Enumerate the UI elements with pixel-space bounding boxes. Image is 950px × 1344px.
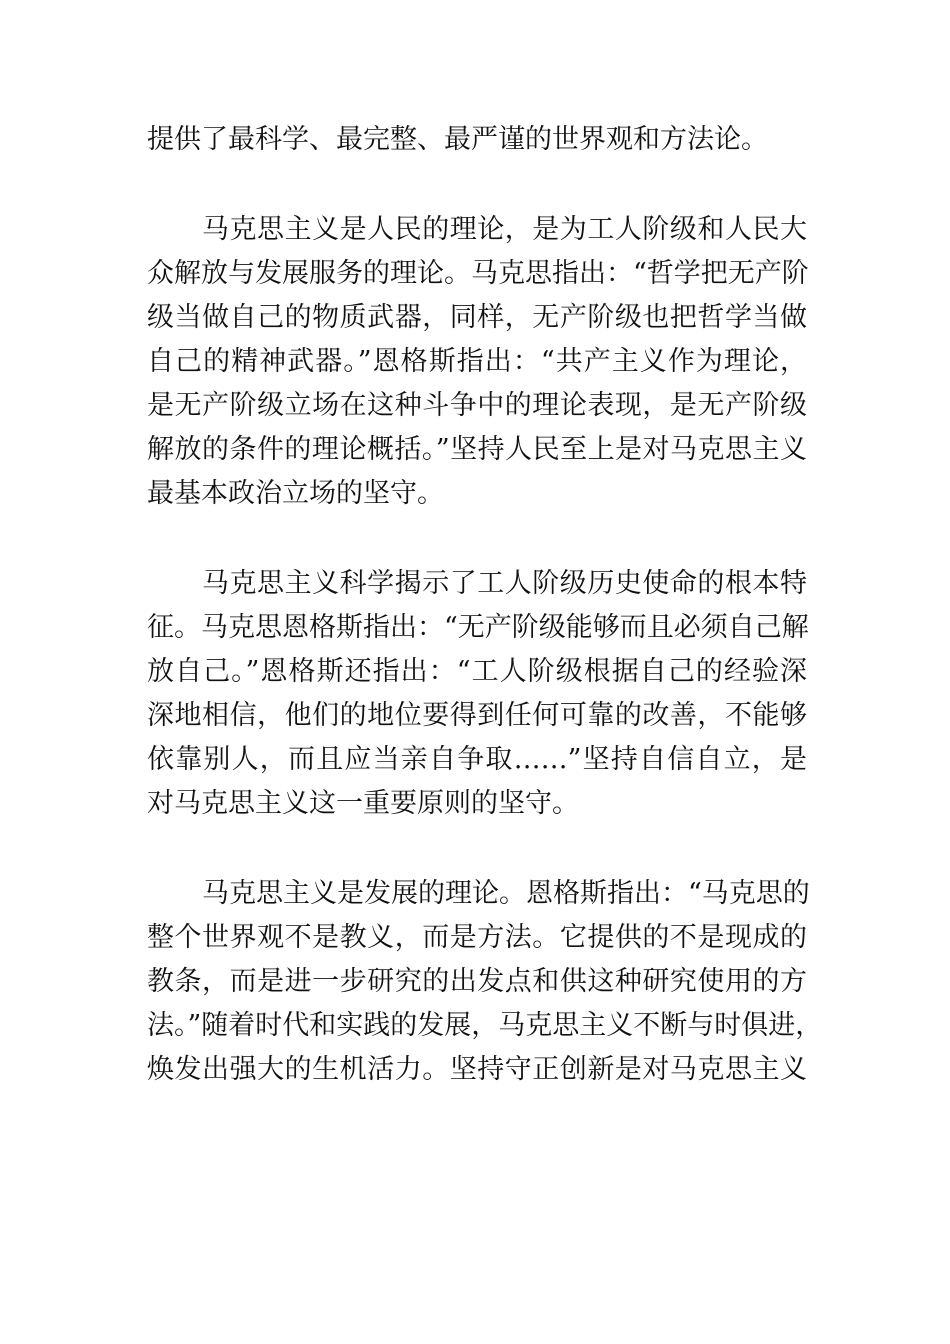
text-line: 放自己。”恩格斯还指出：“工人阶级根据自己的经验深	[147, 656, 807, 687]
text-line: 深地相信，他们的地位要得到任何可靠的改善，不能够	[147, 700, 807, 731]
text-line: 级当做自己的物质武器，同样，无产阶级也把哲学当做	[147, 302, 807, 333]
text-line: 征。马克思恩格斯指出：“无产阶级能够而且必须自己解	[147, 612, 809, 643]
text-line: 解放的条件的理论概括。”坚持人民至上是对马克思主义	[147, 434, 807, 465]
text-line: 最基本政治立场的坚守。	[147, 478, 444, 509]
text-line: 提供了最科学、最完整、最严谨的世界观和方法论。	[147, 124, 768, 155]
text-line: 众解放与发展服务的理论。马克思指出：“哲学把无产阶	[147, 258, 809, 289]
text-line: 教条，而是进一步研究的出发点和供这种研究使用的方	[147, 966, 807, 997]
text-line: 马克思主义是人民的理论，是为工人阶级和人民大	[202, 214, 807, 245]
text-line: 依靠别人，而且应当亲自争取……”坚持自信自立，是	[147, 744, 807, 775]
text-line: 马克思主义科学揭示了工人阶级历史使命的根本特	[202, 568, 807, 599]
text-line: 焕发出强大的生机活力。坚持守正创新是对马克思主义	[147, 1054, 807, 1085]
text-line: 自己的精神武器。”恩格斯指出：“共产主义作为理论，	[147, 346, 807, 377]
text-line: 是无产阶级立场在这种斗争中的理论表现，是无产阶级	[147, 390, 807, 421]
text-line: 整个世界观不是教义，而是方法。它提供的不是现成的	[147, 922, 807, 953]
text-line: 法。”随着时代和实践的发展，马克思主义不断与时俱进，	[147, 1010, 823, 1041]
text-line: 对马克思主义这一重要原则的坚守。	[147, 788, 579, 819]
text-line: 马克思主义是发展的理论。恩格斯指出：“马克思的	[202, 878, 810, 909]
